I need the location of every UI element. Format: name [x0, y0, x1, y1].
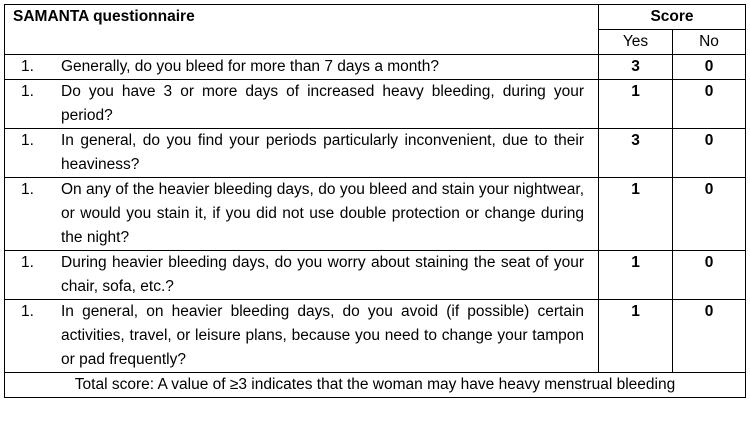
question-number: 1. — [21, 132, 34, 149]
yes-score: 1 — [599, 178, 673, 251]
yes-column-header: Yes — [599, 30, 673, 55]
score-header: Score — [599, 5, 746, 30]
table-title: SAMANTA questionnaire — [5, 5, 599, 55]
no-score: 0 — [673, 55, 746, 80]
yes-score: 3 — [599, 129, 673, 178]
total-row — [5, 373, 746, 398]
total-score-note: Total score: A value of ≥3 indicates that the woman may have heavy menstrual bleeding — [5, 373, 746, 398]
question-number: 1. — [21, 181, 34, 198]
question-text: Do you have 3 or more days of increased heavy bleeding, during your period? — [61, 83, 584, 124]
question-text: In general, on heavier bleeding days, do you avoid (if possible) certain activities, travel, or leisure plans, because you need to change your tampon or pad frequently? — [61, 303, 584, 368]
question-text: In general, do you find your periods particularly inconvenient, due to their heaviness? — [61, 132, 584, 173]
yes-score: 1 — [599, 251, 673, 300]
no-column-header: No — [673, 30, 746, 55]
no-score: 0 — [673, 178, 746, 251]
question-text: During heavier bleeding days, do you worry about staining the seat of your chair, sofa, etc.? — [61, 254, 584, 295]
question-number: 1. — [21, 58, 34, 75]
yes-score: 1 — [599, 80, 673, 129]
question-number: 1. — [21, 83, 34, 100]
samanta-questionnaire-table — [4, 4, 746, 398]
no-score: 0 — [673, 251, 746, 300]
table-row — [5, 55, 746, 80]
no-score: 0 — [673, 300, 746, 373]
no-score: 0 — [673, 80, 746, 129]
table-row — [5, 80, 746, 129]
question-number: 1. — [21, 303, 34, 320]
no-score: 0 — [673, 129, 746, 178]
question-number: 1. — [21, 254, 34, 271]
table-row — [5, 178, 746, 251]
table-row — [5, 300, 746, 373]
table-row — [5, 129, 746, 178]
question-text: On any of the heavier bleeding days, do you bleed and stain your nightwear, or would you stain it, if you did not use double protection or change during the night? — [61, 181, 584, 246]
yes-score: 1 — [599, 300, 673, 373]
yes-score: 3 — [599, 55, 673, 80]
question-text: Generally, do you bleed for more than 7 days a month? — [61, 58, 439, 75]
table-row — [5, 251, 746, 300]
